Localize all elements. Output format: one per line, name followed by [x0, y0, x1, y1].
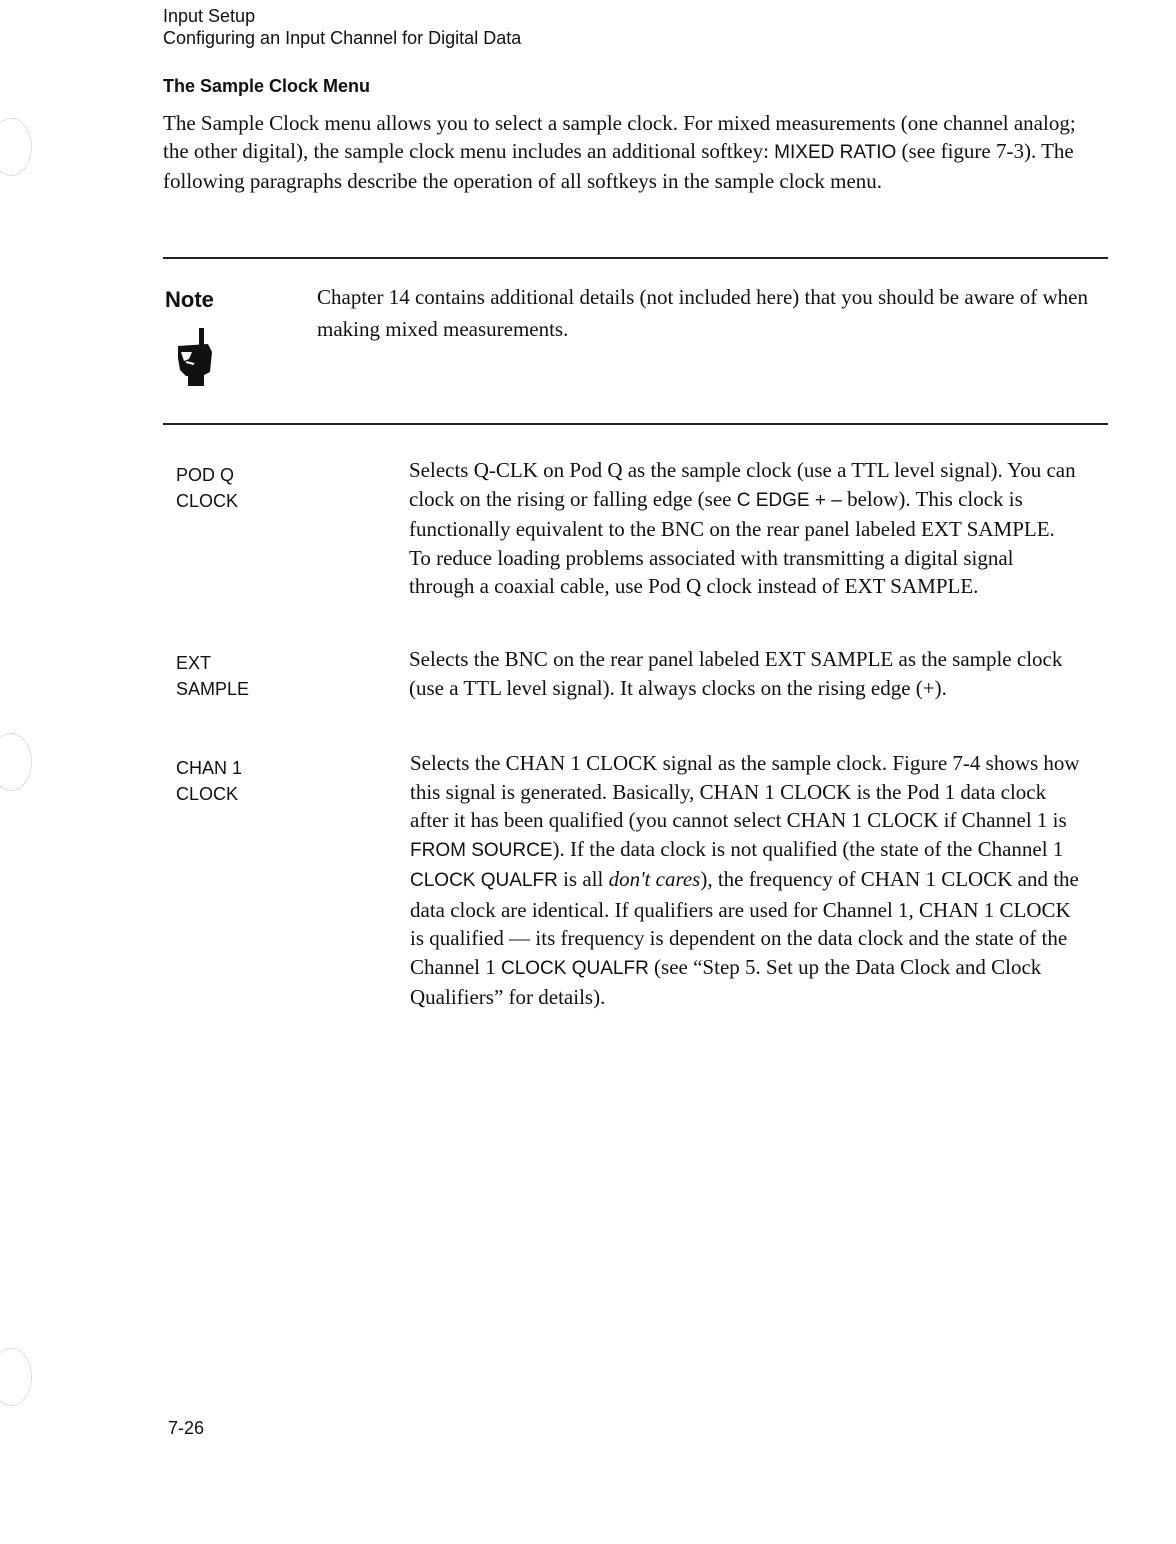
- desc-text: is all: [557, 867, 609, 891]
- section-title: The Sample Clock Menu: [163, 76, 371, 96]
- softkey-desc-pod-q-clock: [409, 456, 1079, 601]
- header-line-2: Configuring an Input Channel for Digital Data: [163, 28, 522, 48]
- desc-text: (see “Step 5. Set up the Data Clock and Clock Qualifiers” for details).: [410, 954, 1042, 1009]
- term-line-2: CLOCK: [176, 784, 239, 804]
- binder-hole-bottom: [0, 1348, 32, 1406]
- term-line-1: POD Q: [176, 465, 235, 485]
- softkey-term-ext-sample: [176, 650, 249, 702]
- c-edge-softkey: C EDGE + –: [736, 489, 842, 511]
- binder-hole-top: [0, 118, 32, 176]
- desc-text: Selects the BNC on the rear panel labeled EXT SAMPLE as the sample clock (use a TTL level signal). It always clocks on the rising edge (+).: [409, 647, 1063, 700]
- term-line-1: EXT: [176, 653, 212, 673]
- term-line-2: SAMPLE: [176, 679, 250, 699]
- clock-qualfr-softkey: CLOCK QUALFR: [410, 870, 558, 891]
- softkey-term-chan1-clock: [176, 755, 242, 807]
- pointing-hand-icon: [172, 328, 216, 393]
- softkey-desc-chan1-clock: [410, 749, 1080, 1012]
- softkey-desc-ext-sample: [409, 645, 1079, 702]
- mixed-ratio-softkey: MIXED RATIO: [774, 142, 897, 163]
- softkey-term-pod-q-clock: [176, 462, 238, 514]
- intro-paragraph: [163, 109, 1103, 195]
- running-header: [163, 5, 521, 49]
- desc-text: ). If the data clock is not qualified (the state of the Channel 1: [552, 836, 1064, 861]
- from-source-softkey: FROM SOURCE: [410, 839, 553, 861]
- header-line-1: Input Setup: [163, 6, 256, 26]
- note-top-rule: [163, 257, 1108, 259]
- desc-text: Selects Q-CLK on Pod Q as the sample clock (use a TTL level signal). You can clock on the rising or falling edge (see: [409, 458, 1076, 511]
- desc-text: below). This clock is functionally equivalent to the BNC on the rear panel labeled EXT SAMPLE. To reduce loading problems associated with transmitting a digital signal through a coaxial cable, use Pod Q clock instead of EXT SAMPLE.: [409, 486, 1055, 598]
- note-bottom-rule: [163, 423, 1108, 425]
- intro-text-1: The Sample Clock menu allows you to select a sample clock. For mixed measurements (one channel analog; the other digital), the sample clock menu includes an additional softkey:: [163, 111, 1076, 163]
- clock-qualfr-softkey: CLOCK QUALFR: [500, 957, 649, 979]
- term-line-2: CLOCK: [176, 491, 239, 511]
- desc-text: ), the frequency of CHAN 1 CLOCK and the data clock are identical. If qualifiers are used for Channel 1, CHAN 1 CLOCK is qualified — its frequency is dependent on the data clock and the state of the Channel 1: [410, 867, 1079, 979]
- desc-text: Selects the CHAN 1 CLOCK signal as the sample clock. Figure 7-4 shows how this signal is generated. Basically, CHAN 1 CLOCK is the Pod 1 data clock after it has been qualified (you cannot select CHAN 1 CLOCK if Channel 1 is: [410, 751, 1080, 832]
- term-line-1: CHAN 1: [176, 758, 243, 778]
- page-number: 7-26: [168, 1418, 205, 1438]
- binder-hole-middle: [0, 733, 32, 791]
- intro-text-2: (see figure 7-3). The following paragraphs describe the operation of all softkeys in the sample clock menu.: [163, 139, 1074, 193]
- note-text: Chapter 14 contains additional details (not included here) that you should be aware of when making mixed measurements.: [317, 285, 1088, 341]
- dont-cares-emphasis: don't cares: [608, 867, 701, 891]
- note-label: Note: [165, 287, 214, 312]
